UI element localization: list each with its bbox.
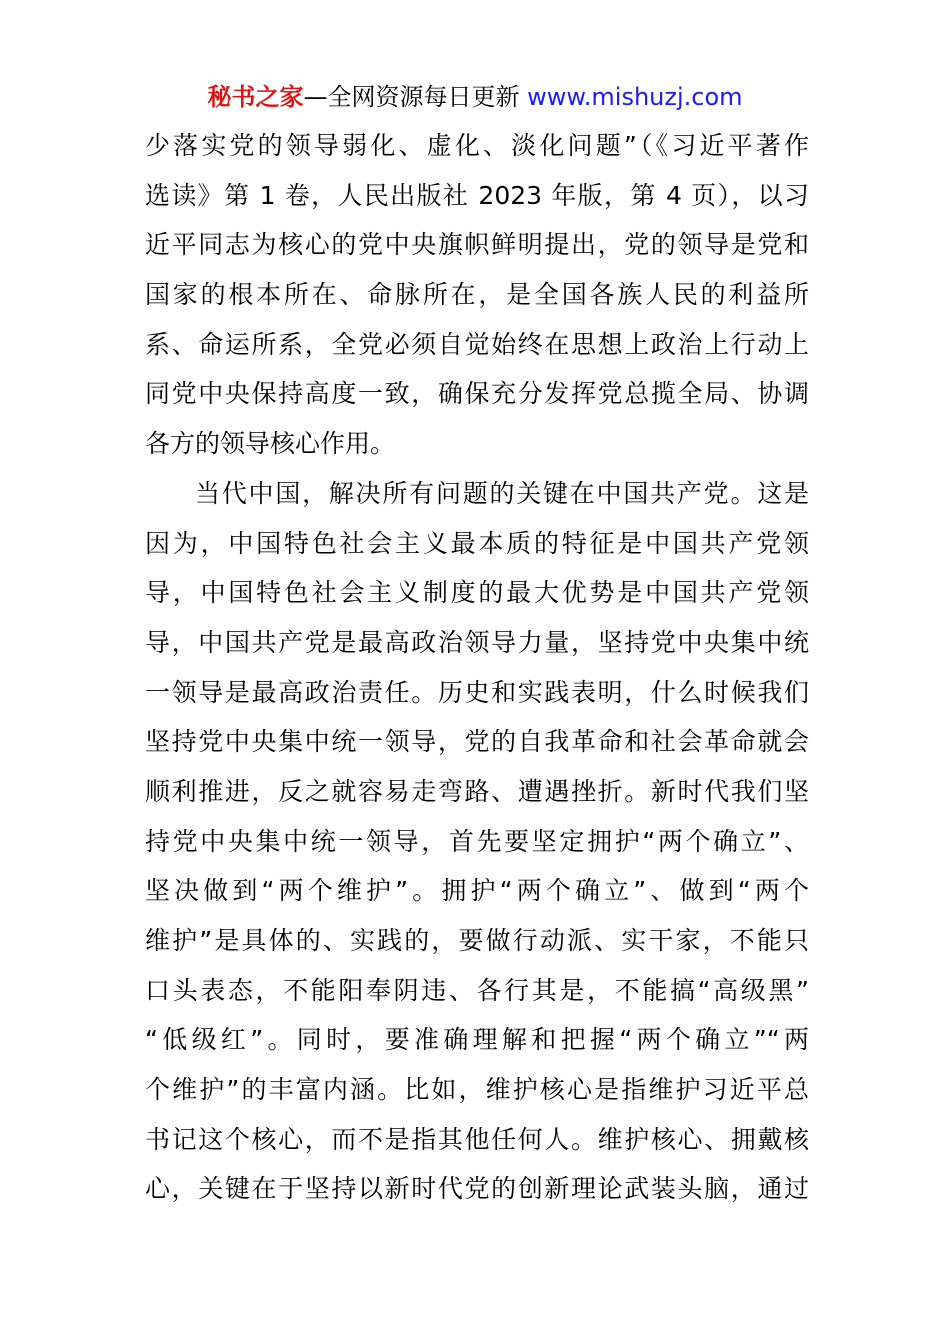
text-line: 各方的领导核心作用。 [145, 429, 396, 459]
text-line: 书记这个核心，而不是指其他任何人。维护核心、拥戴核 [145, 1124, 809, 1154]
text-line: 维护”是具体的、实践的，要做行动派、实干家，不能只 [145, 926, 809, 955]
paragraph-2 [145, 469, 809, 1214]
text-line: 系、命运所系，全党必须自觉始终在思想上政治上行动上 [145, 329, 809, 359]
text-line: 因为，中国特色社会主义最本质的特征是中国共产党领 [145, 528, 809, 558]
document-body [145, 121, 809, 1214]
text-line: 当代中国，解决所有问题的关键在中国共产党。这是 [195, 478, 809, 508]
site-tagline: —全网资源每日更新 [303, 83, 520, 111]
text-line: 同党中央保持高度一致，确保充分发挥党总揽全局、协调 [145, 379, 809, 409]
text-line: 心，关键在于坚持以新时代党的创新理论武装头脑，通过 [145, 1174, 809, 1204]
text-line: 个维护”的丰富内涵。比如，维护核心是指维护习近平总 [145, 1075, 809, 1105]
text-line: 持党中央集中统一领导，首先要坚定拥护“两个确立”、 [145, 826, 809, 856]
site-brand: 秘书之家 [207, 83, 304, 111]
text-line: 一领导是最高政治责任。历史和实践表明，什么时候我们 [145, 677, 809, 707]
site-url-link[interactable]: www.mishuzj.com [527, 83, 743, 111]
text-line: 少落实党的领导弱化、虚化、淡化问题”（《习近平著作 [145, 131, 809, 160]
text-line: 坚决做到“两个维护”。拥护“两个确立”、做到“两个 [145, 876, 809, 906]
text-line: 顺利推进，反之就容易走弯路、遭遇挫折。新时代我们坚 [145, 776, 809, 806]
text-line: 国家的根本所在、命脉所在，是全国各族人民的利益所 [145, 280, 809, 310]
text-line: 导，中国特色社会主义制度的最大优势是中国共产党领 [145, 578, 809, 608]
text-line: 口头表态，不能阳奉阴违、各行其是，不能搞“高级黑” [145, 975, 809, 1005]
text-line: 坚持党中央集中统一领导，党的自我革命和社会革命就会 [145, 727, 809, 757]
text-line: 导，中国共产党是最高政治领导力量，坚持党中央集中统 [145, 627, 809, 657]
site-header [0, 80, 950, 114]
text-line: 选读》第 1 卷，人民出版社 2023 年版，第 4 页），以习 [145, 180, 809, 210]
text-line: “低级红”。同时，要准确理解和把握“两个确立”“两 [145, 1025, 809, 1055]
text-line: 近平同志为核心的党中央旗帜鲜明提出，党的领导是党和 [145, 230, 809, 260]
paragraph-1 [145, 121, 809, 469]
